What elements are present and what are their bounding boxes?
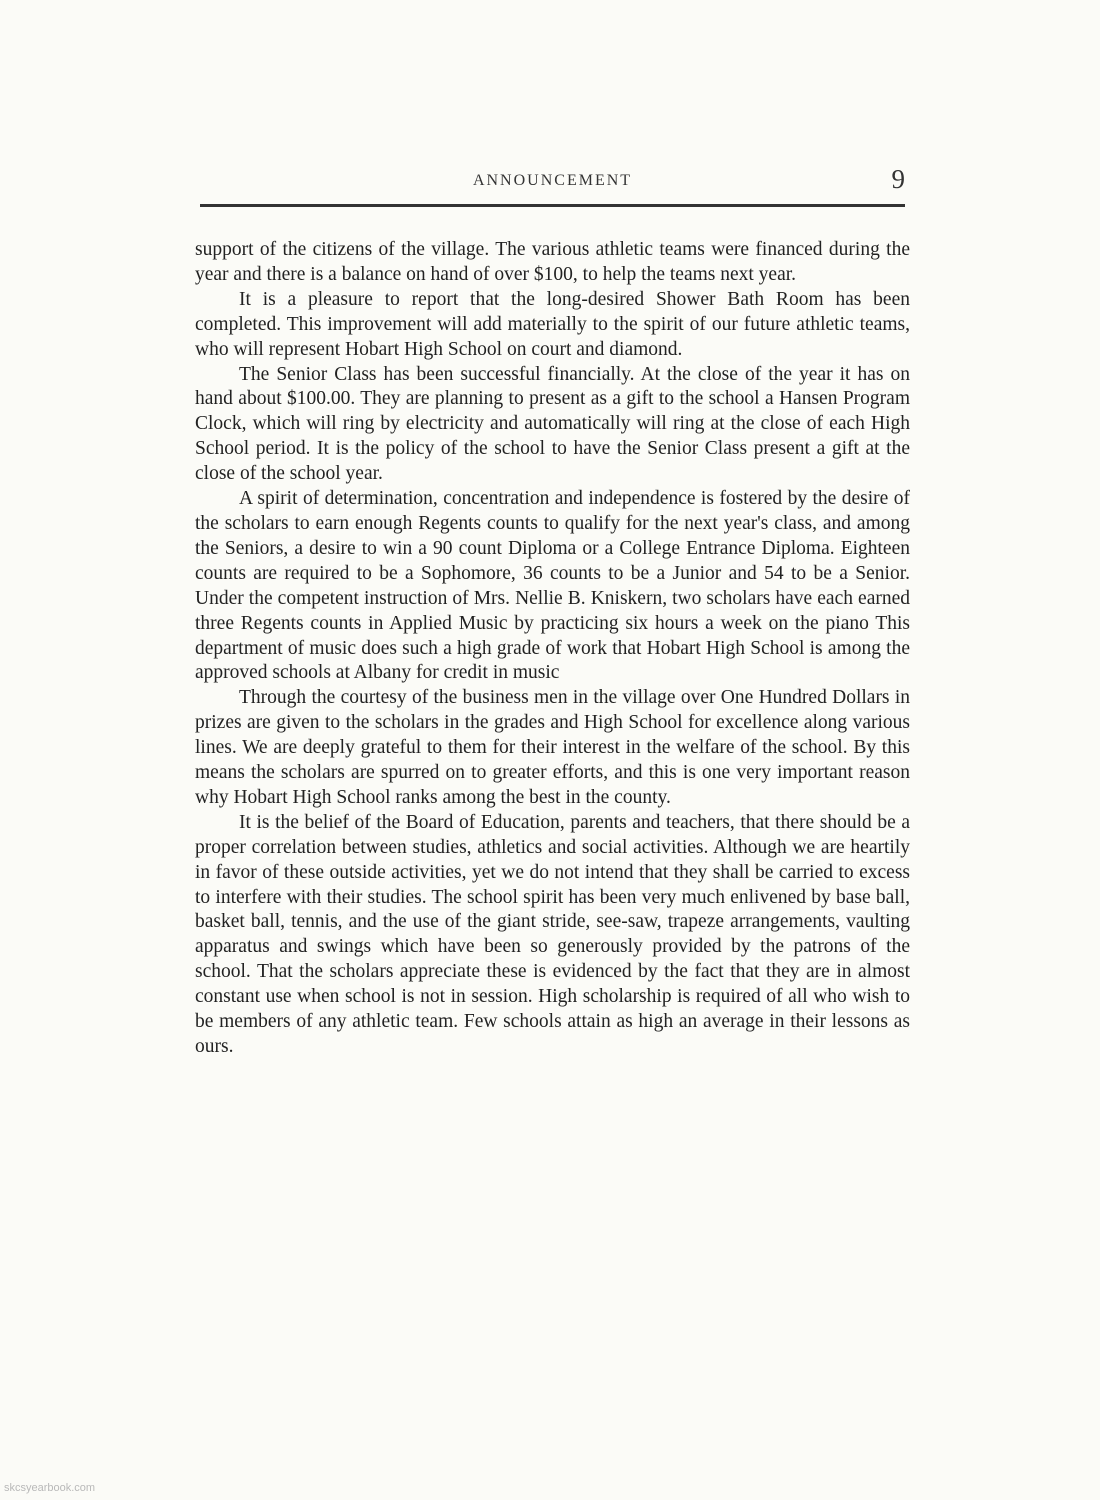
page-header (200, 164, 905, 198)
paragraph: A spirit of determination, concentration and independence is fostered by the desire of the scholars to earn enough Regents counts to qualify for the next year's class, and among the Seniors, a desire to win a 90 count Diploma or a College Entrance Diploma. Eighteen counts are required to be a Sophomore, 36 counts to be a Junior and 54 to be a Senior. Under the competent instruction of Mrs. Nellie B. Kniskern, two scholars have each earned three Regents counts in Applied Music by practicing six hours a week on the piano This department of music does such a high grade of work that Hobart High School is among the approved schools at Albany for credit in music (195, 488, 910, 684)
paragraph: It is the belief of the Board of Education, parents and teachers, that there should be a proper correlation between studies, athletics and social activities. Although we are heartily in favor of these outside activities, yet we do not intend that they shall be carried to excess to interfere with their studies. The school spirit has been very much enlivened by base ball, basket ball, tennis, and the use of the giant stride, see-saw, trapeze arrangements, vaulting apparatus and swings which have been so generously provided by the patrons of the school. That the scholars appreciate these is evidenced by the fact that they are in almost constant use when school is not in session. High scholarship is required of all who wish to be members of any athletic team. Few schools attain as high an average in their lessons as ours. (195, 811, 910, 1057)
paragraph: It is a pleasure to report that the long-desired Shower Bath Room has been completed. This improvement will add materially to the spirit of our future athletic teams, who will represent Hobart High School on court and diamond. (195, 288, 910, 360)
paragraph-continued: support of the citizens of the village. The various athletic teams were financed during the year and there is a balance on hand of over $100, to help the teams next year. (195, 239, 910, 285)
watermark: skcsyearbook.com (4, 1482, 96, 1494)
running-header-title: ANNOUNCEMENT (472, 172, 633, 189)
paragraph: Through the courtesy of the business men in the village over One Hundred Dollars in prizes are given to the scholars in the grades and High School for excellence along various lines. We are deeply grateful to them for their interest in the welfare of the school. By this means the scholars are spurred on to greater efforts, and this is one very important reason why Hobart High School ranks among the best in the county. (195, 687, 910, 808)
body-text (195, 238, 910, 1060)
header-rule (200, 204, 905, 207)
paragraph: The Senior Class has been successful financially. At the close of the year it has on hand about $100.00. They are planning to present as a gift to the school a Hansen Program Clock, which will ring by electricity and automatically will ring at the close of each High School period. It is the policy of the school to have the Senior Class present a gift at the close of the school year. (195, 363, 910, 485)
page-number: 9 (891, 164, 905, 194)
